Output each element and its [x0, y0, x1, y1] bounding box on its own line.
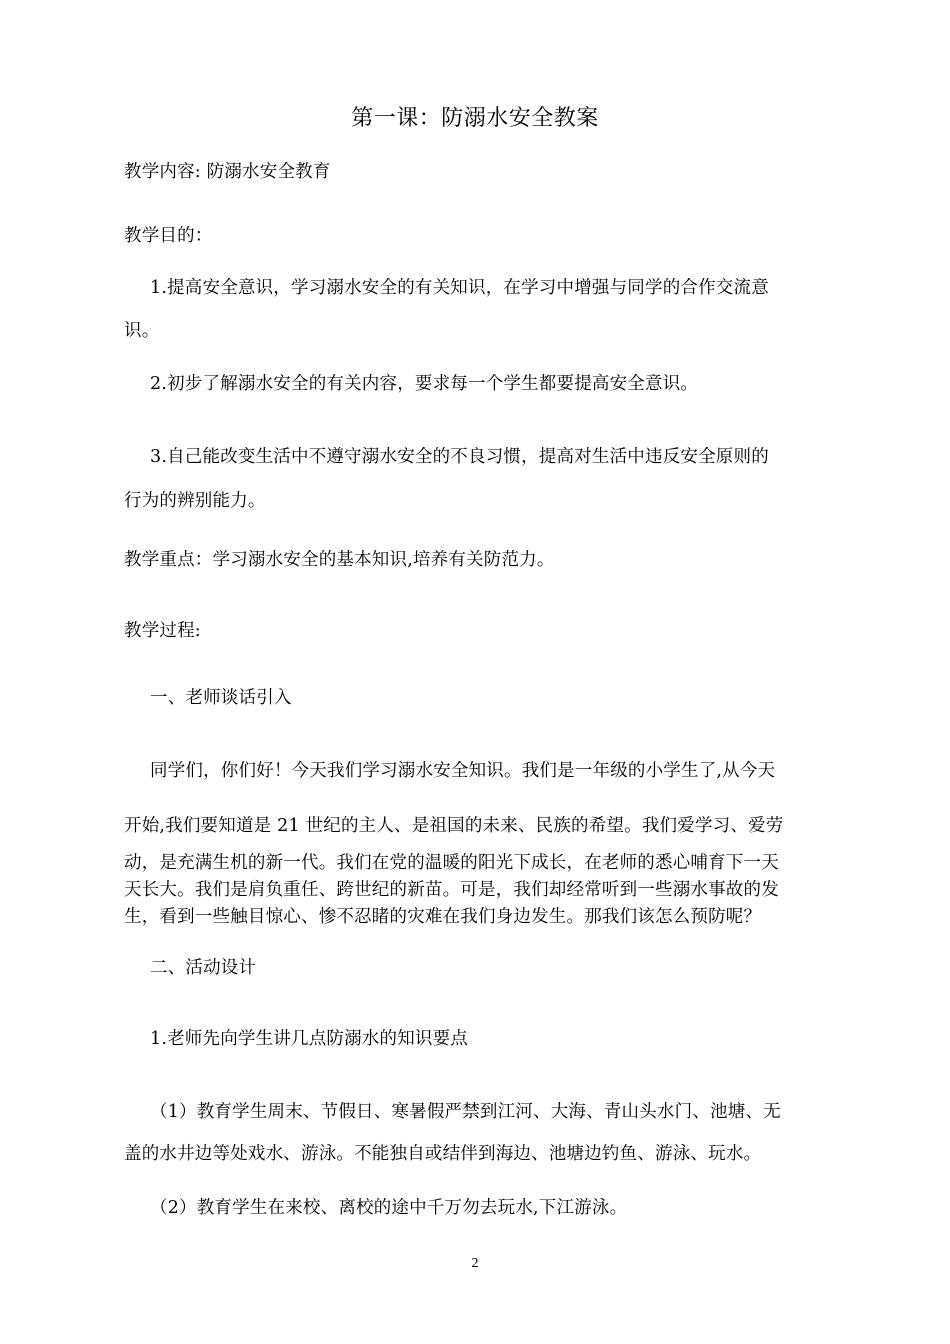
- teaching-content-line: 教学内容: 防溺水安全教育: [124, 162, 331, 182]
- document-title: 第一课：防溺水安全教案: [351, 106, 599, 131]
- point-1-line-1: （1）教育学生周末、节假日、寒暑假严禁到江河、大海、青山头水门、池塘、无: [150, 1102, 781, 1122]
- intro-line-1: 同学们，你们好！今天我们学习溺水安全知识。我们是一年级的小学生了,从今天: [150, 761, 776, 781]
- intro-line-2: 开始,我们要知道是 21 世纪的主人、是祖国的未来、民族的希望。我们爱学习、爱劳: [124, 816, 784, 836]
- intro-line-4: 天长大。我们是肩负重任、跨世纪的新苗。可是，我们却经常听到一些溺水事故的发: [124, 880, 779, 900]
- key-point-line: 教学重点：学习溺水安全的基本知识,培养有关防范力。: [124, 550, 555, 570]
- goal-1-line-2: 识。: [124, 321, 160, 341]
- page-number: 2: [471, 1256, 479, 1271]
- teaching-process-heading: 教学过程:: [124, 621, 201, 641]
- intro-line-5: 生，看到一些触目惊心、惨不忍睹的灾难在我们身边发生。那我们该怎么预防呢？: [124, 907, 762, 927]
- point-2: （2）教育学生在来校、离校的途中千万勿去玩水,下江游泳。: [150, 1198, 628, 1218]
- goal-1-line-1: 1.提高安全意识，学习溺水安全的有关知识，在学习中增强与同学的合作交流意: [150, 278, 769, 298]
- section-1-heading: 一、老师谈话引入: [150, 688, 292, 708]
- teaching-goal-heading: 教学目的：: [124, 226, 213, 246]
- goal-3-line-1: 3.自己能改变生活中不遵守溺水安全的不良习惯，提高对生活中违反安全原则的: [150, 447, 769, 467]
- section-2-heading: 二、活动设计: [150, 958, 257, 978]
- goal-3-line-2: 行为的辨别能力。: [124, 491, 266, 511]
- intro-line-3: 动，是充满生机的新一代。我们在党的温暖的阳光下成长，在老师的悉心哺育下一天: [124, 853, 779, 873]
- activity-1: 1.老师先向学生讲几点防溺水的知识要点: [150, 1029, 468, 1049]
- point-1-line-2: 盖的水井边等处戏水、游泳。不能独自或结伴到海边、池塘边钓鱼、游泳、玩水。: [124, 1144, 762, 1164]
- goal-2: 2.初步了解溺水安全的有关内容，要求每一个学生都要提高安全意识。: [150, 374, 699, 394]
